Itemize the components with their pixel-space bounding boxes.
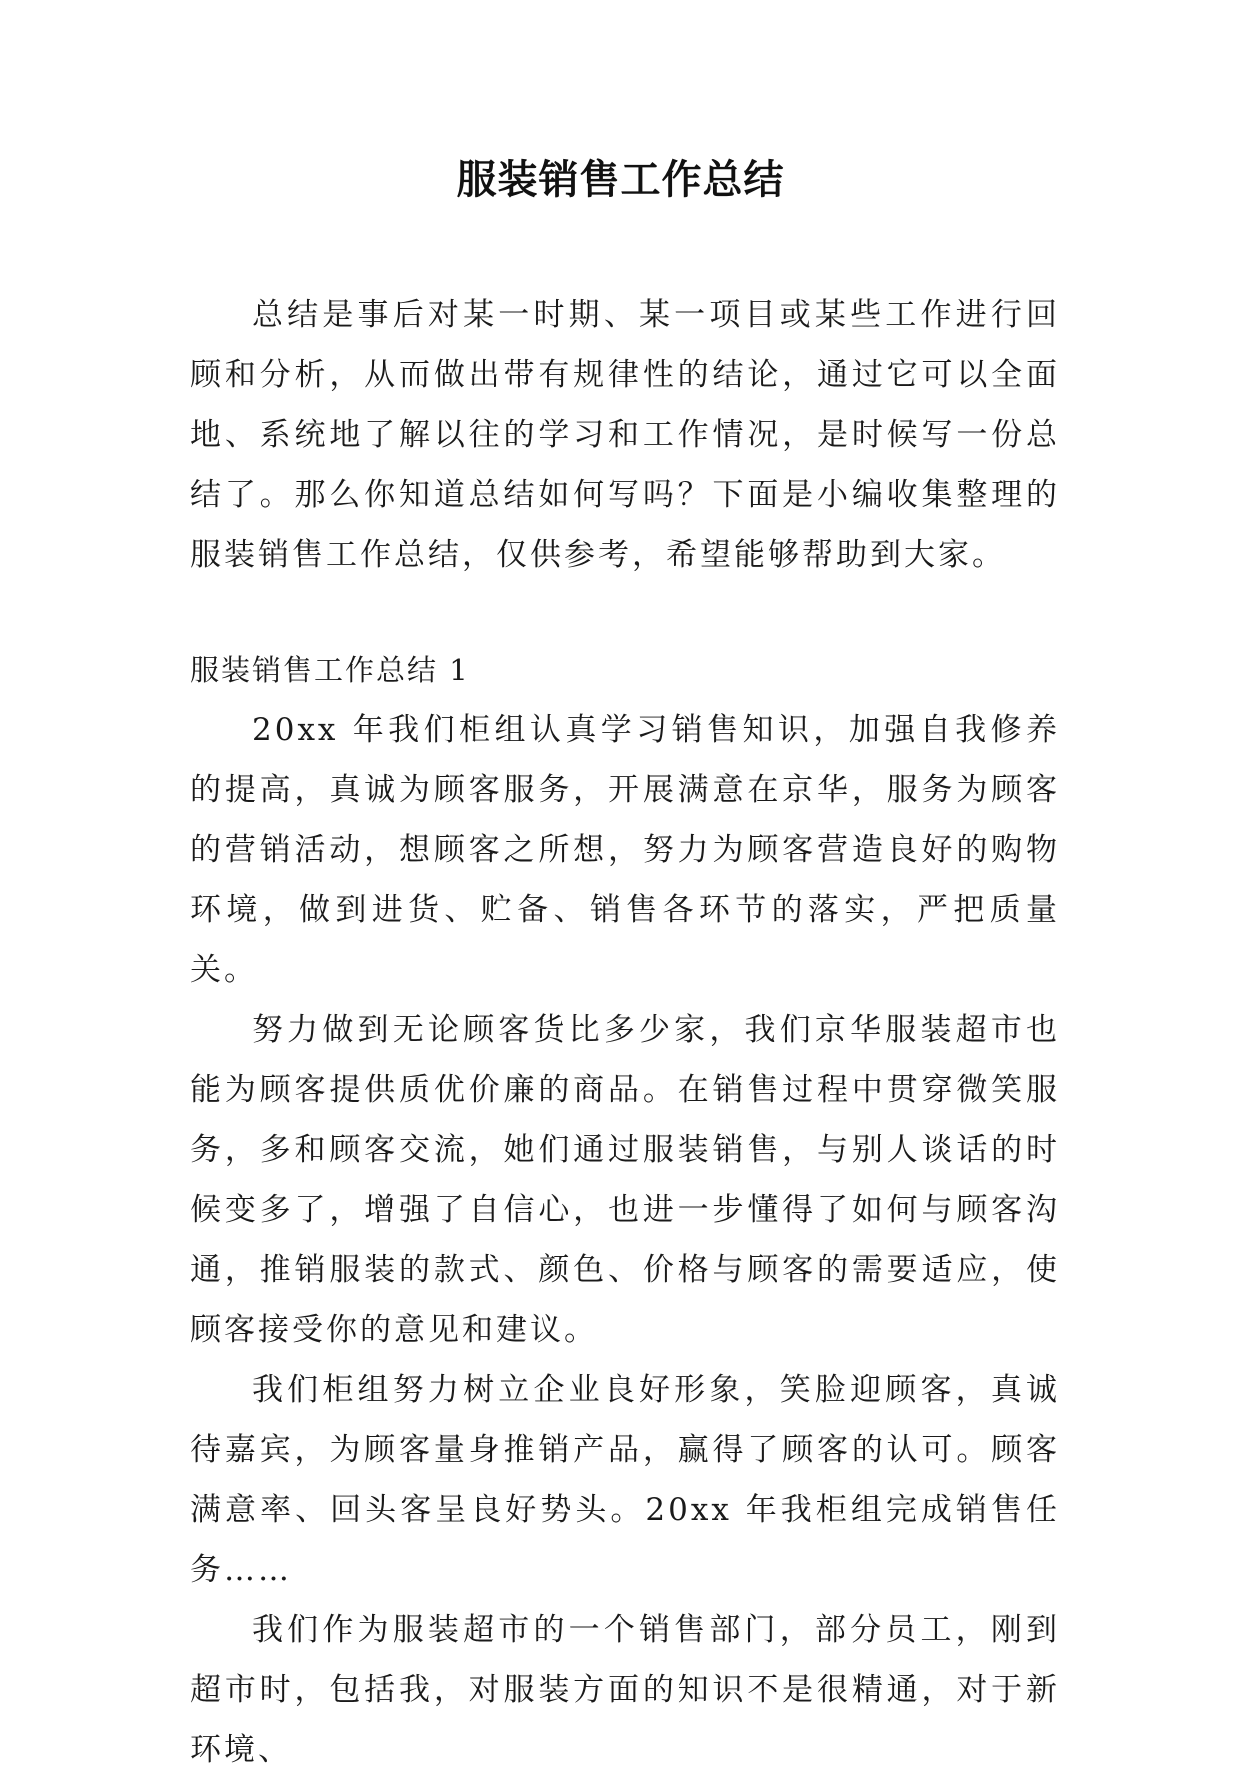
body-paragraph: 20xx 年我们柜组认真学习销售知识，加强自我修养的提高，真诚为顾客服务，开展满意在京华，服务为顾客的营销活动，想顾客之所想，努力为顾客营造良好的购物环境，做到进货、贮备、销售各环节的落实，严把质量关。 — [190, 712, 1060, 988]
intro-text: 总结是事后对某一时期、某一项目或某些工作进行回顾和分析，从而做出带有规律性的结论，通过它可以全面地、系统地了解以往的学习和工作情况，是时候写一份总结了。那么你知道总结如何写吗？下面是小编收集整理的服装销售工作总结，仅供参考，希望能够帮助到大家。 — [190, 297, 1060, 573]
section-body — [190, 700, 1060, 1780]
body-paragraph: 我们作为服装超市的一个销售部门，部分员工，刚到超市时，包括我，对服装方面的知识不是很精通，对于新环境、 — [190, 1612, 1060, 1768]
intro-paragraph — [190, 285, 1060, 585]
section-heading: 服装销售工作总结 1 — [190, 653, 470, 687]
body-paragraph: 努力做到无论顾客货比多少家，我们京华服装超市也能为顾客提供质优价廉的商品。在销售过程中贯穿微笑服务，多和顾客交流，她们通过服装销售，与别人谈话的时候变多了，增强了自信心，也进一步懂得了如何与顾客沟通，推销服装的款式、颜色、价格与顾客的需要适应，使顾客接受你的意见和建议。 — [190, 1012, 1060, 1348]
document-title: 服装销售工作总结 — [456, 156, 785, 203]
body-paragraph: 我们柜组努力树立企业良好形象，笑脸迎顾客，真诚待嘉宾，为顾客量身推销产品，赢得了顾客的认可。顾客满意率、回头客呈良好势头。20xx 年我柜组完成销售任务…… — [190, 1372, 1060, 1588]
